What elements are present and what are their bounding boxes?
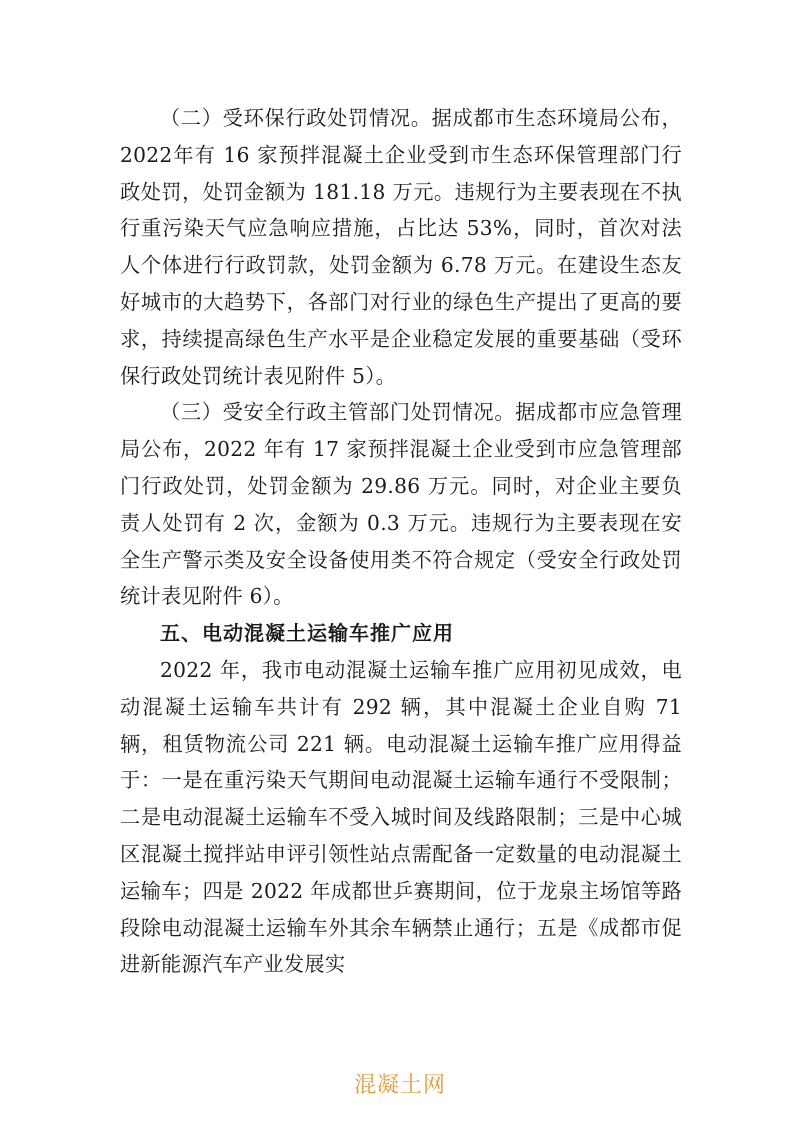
section-heading-electric-trucks: 五、电动混凝土运输车推广应用 [160,621,454,646]
site-watermark: 混凝土网 [353,1073,446,1098]
paragraph-environmental-penalties: （二）受环保行政处罚情况。据成都市生态环境局公布，2022年有 16 家预拌混凝土企业受到市生态环保管理部门行政处罚，处罚金额为 181.18 万元。违规行为主要表现在不执行重污染天气应急响应措施，占比达 53%，同时，首次对法人个体进行行政罚款，处罚金额为 6.78 万元。在建设生态友好城市的大趋势下，各部门对行业的绿色生产提出了更高的要求，持续提高绿色生产水平是企业稳定发展的重要基础（受环保行政处罚统计表见附件 5）。 [120,106,682,388]
paragraph-electric-trucks: 2022 年，我市电动混凝土运输车推广应用初见成效，电动混凝土运输车共计有 292 辆，其中混凝土企业自购 71 辆，租赁物流公司 221 辆。电动混凝土运输车推广应用得益于：一是在重污染天气期间电动混凝土运输车通行不受限制；二是电动混凝土运输车不受入城时间及线路限制；三是中心城区混凝土搅拌站申评引领性站点需配备一定数量的电动混凝土运输车；四是 2022 年成都世乒赛期间，位于龙泉主场馆等路段除电动混凝土运输车外其余车辆禁止通行；五是《成都市促进新能源汽车产业发展实 [120,657,682,977]
paragraph-safety-penalties: （三）受安全行政主管部门处罚情况。据成都市应急管理局公布，2022 年有 17 家预拌混凝土企业受到市应急管理部门行政处罚，处罚金额为 29.86 万元。同时，对企业主要负责人处罚有 2 次，金额为 0.3 万元。违规行为主要表现在安全生产警示类及安全设备使用类不符合规定（受安全行政处罚统计表见附件 6）。 [120,400,682,609]
document-body [120,100,682,983]
